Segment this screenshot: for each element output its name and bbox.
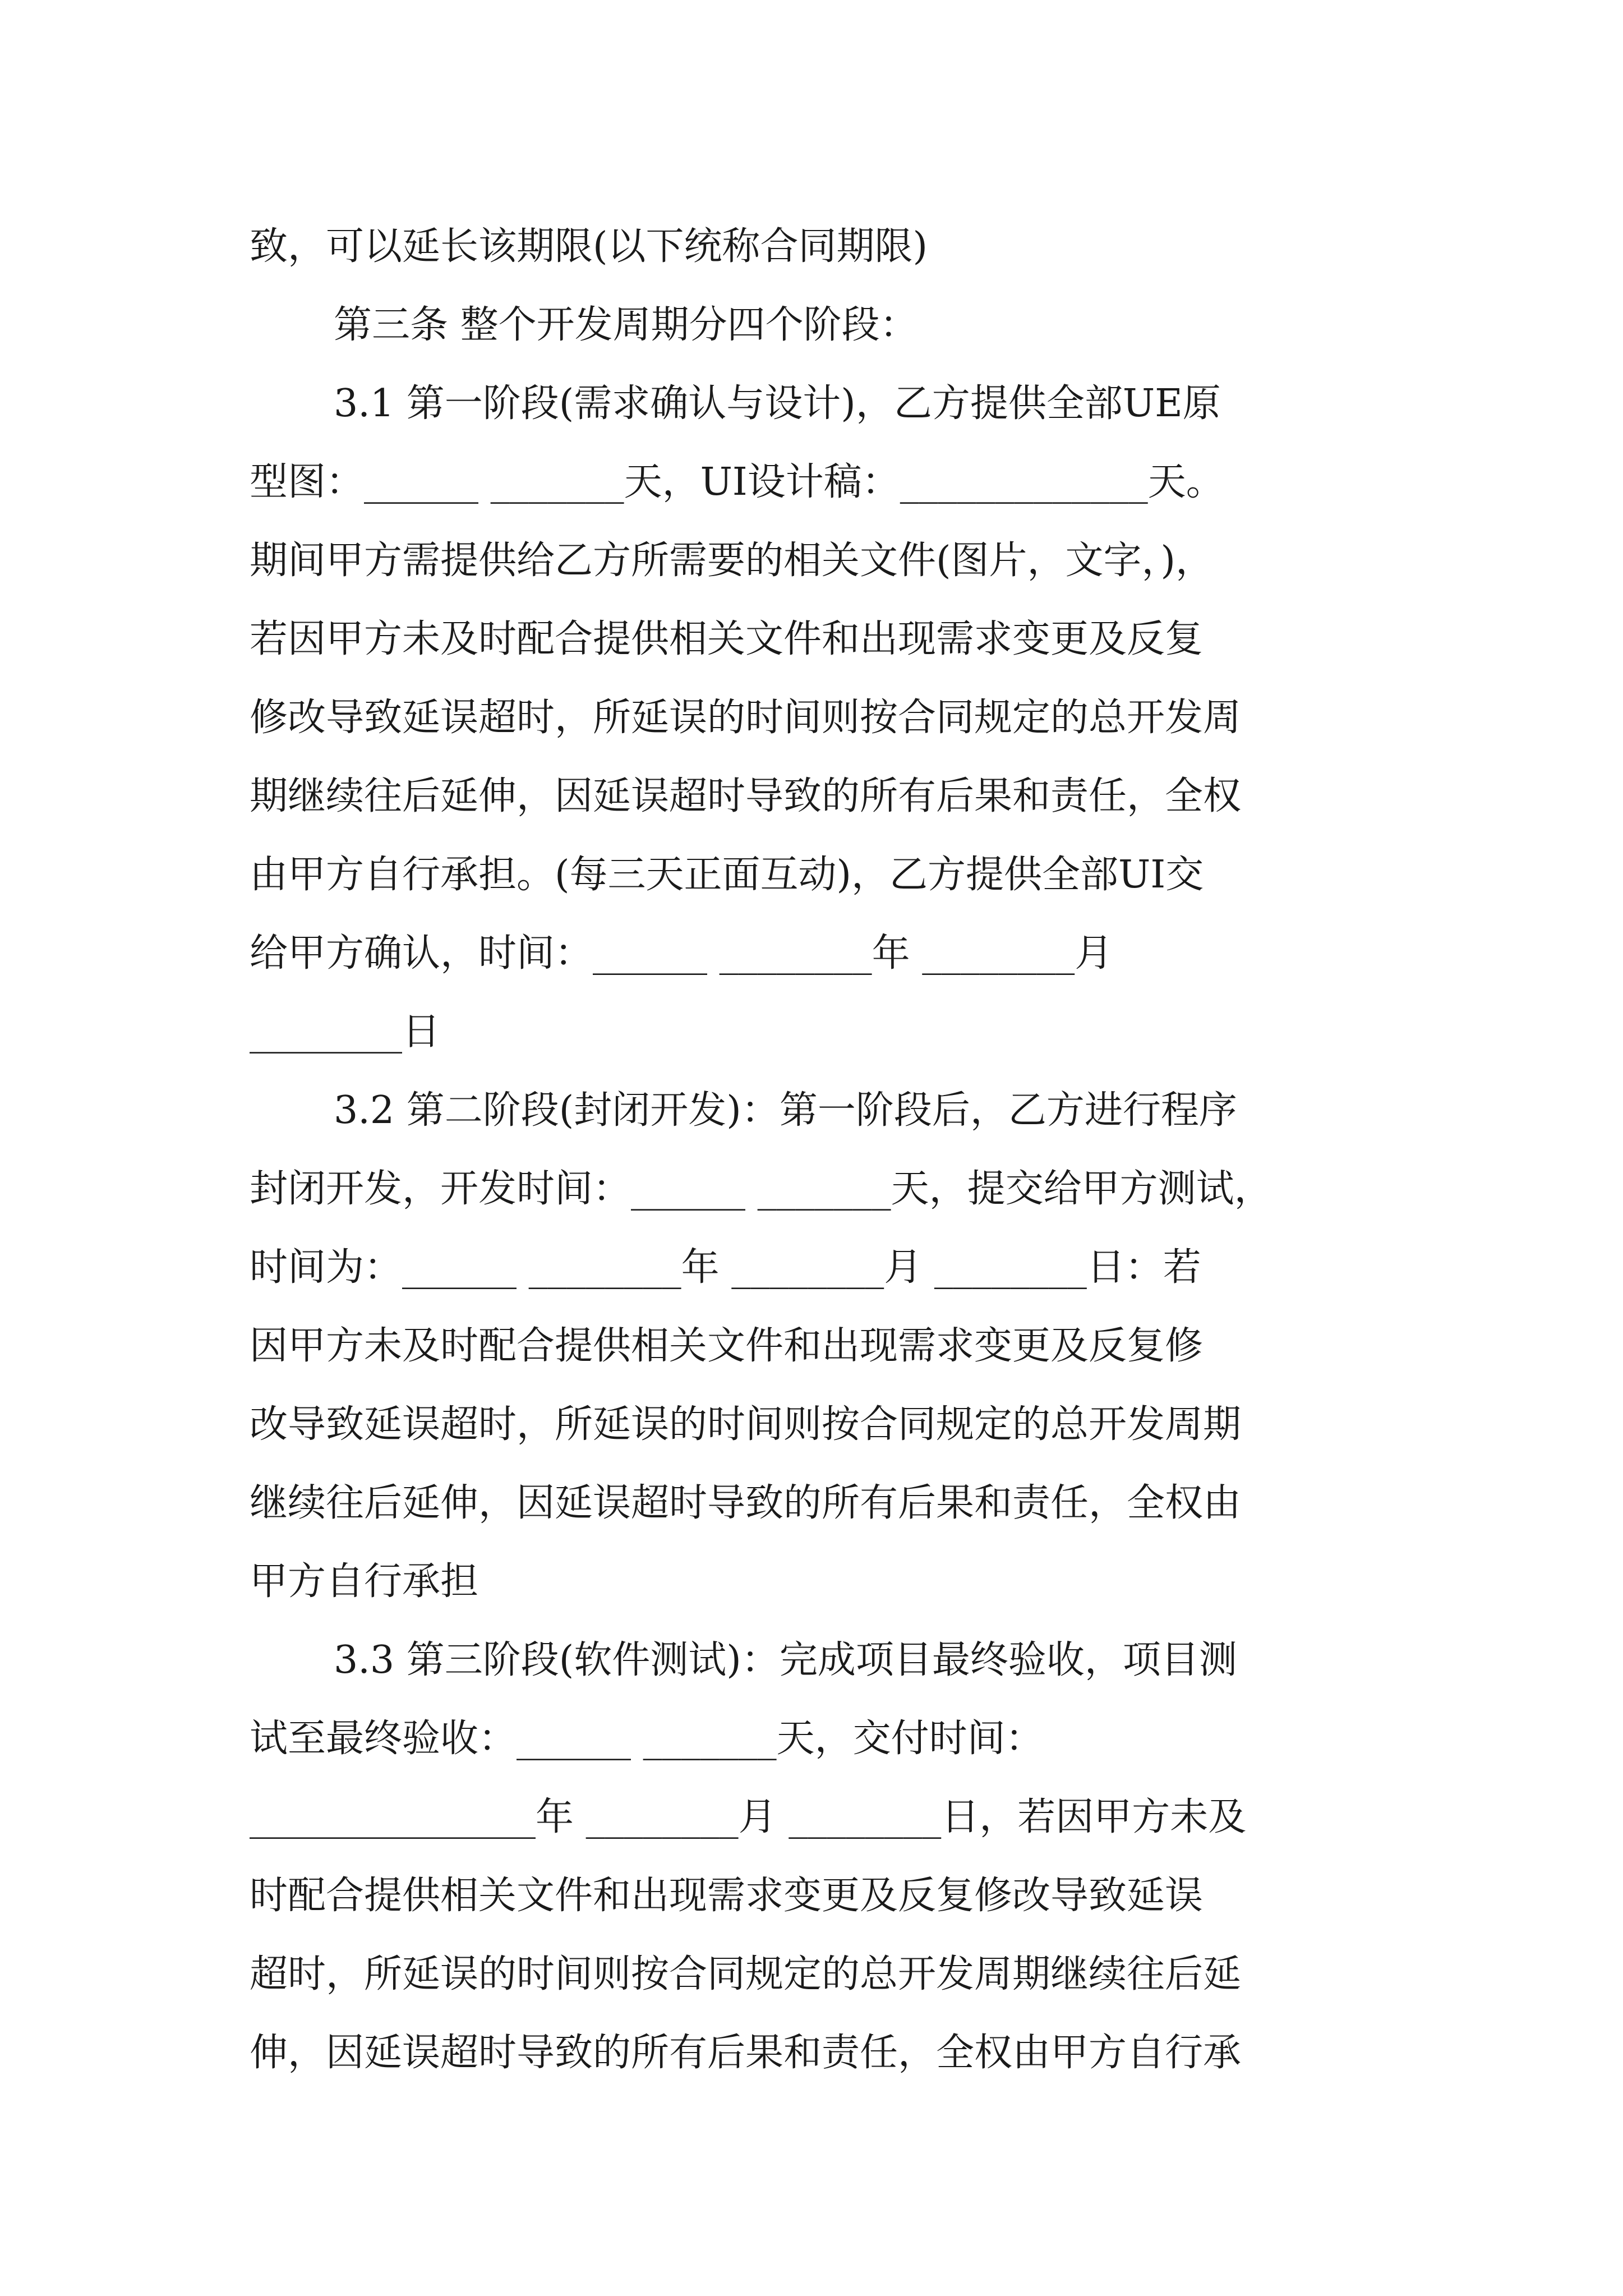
paragraph-line: 改导致延误超时，所延误的时间则按合同规定的总开发周期 [250,1402,1242,1447]
paragraph-line: 若因甲方未及时配合提供相关文件和出现需求变更及反复 [250,617,1204,661]
document-body [250,208,1377,2092]
paragraph-line: ________日 [250,1010,441,1054]
paragraph-line: 时配合提供相关文件和出现需求变更及反复修改导致延误 [250,1874,1204,1918]
paragraph-line: 致，可以延长该期限(以下统称合同期限) [250,224,928,269]
paragraph-line: 时间为：______ ________年 ________月 ________日：若 [250,1245,1201,1290]
paragraph-line: 甲方自行承担 [250,1559,479,1604]
paragraph-line: 由甲方自行承担。(每三天正面互动)，乙方提供全部UI交 [250,853,1204,897]
paragraph-line: 封闭开发，开发时间：______ _______天，提交给甲方测试， [250,1167,1272,1211]
section-3-3-line: 3.3 第三阶段(软件测试)：完成项目最终验收，项目测 [334,1638,1237,1682]
paragraph-line: 给甲方确认，时间：______ ________年 ________月 [250,931,1113,976]
paragraph-line: 修改导致延误超时，所延误的时间则按合同规定的总开发周 [250,696,1242,740]
paragraph-line: 继续往后延伸，因延误超时导致的所有后果和责任，全权由 [250,1481,1242,1525]
article-three-heading: 第三条 整个开发周期分四个阶段： [334,303,918,347]
paragraph-line: 因甲方未及时配合提供相关文件和出现需求变更及反复修 [250,1324,1204,1368]
paragraph-line: 型图：______ _______天，UI设计稿：_____________天。 [250,460,1224,504]
paragraph-line: _______________年 ________月 ________日，若因甲方未及 [250,1795,1247,1839]
paragraph-line: 期间甲方需提供给乙方所需要的相关文件(图片，文字，)， [250,539,1214,583]
section-3-2-line: 3.2 第二阶段(封闭开发)：第一阶段后，乙方进行程序 [334,1088,1237,1133]
paragraph-line: 超时，所延误的时间则按合同规定的总开发周期继续往后延 [250,1952,1242,1996]
paragraph-line: 伸，因延误超时导致的所有后果和责任，全权由甲方自行承 [250,2031,1242,2075]
section-3-1-line: 3.1 第一阶段(需求确认与设计)，乙方提供全部UE原 [334,381,1221,426]
paragraph-line: 试至最终验收：______ _______天，交付时间： [250,1717,1044,1761]
paragraph-line: 期继续往后延伸，因延误超时导致的所有后果和责任，全权 [250,774,1242,818]
